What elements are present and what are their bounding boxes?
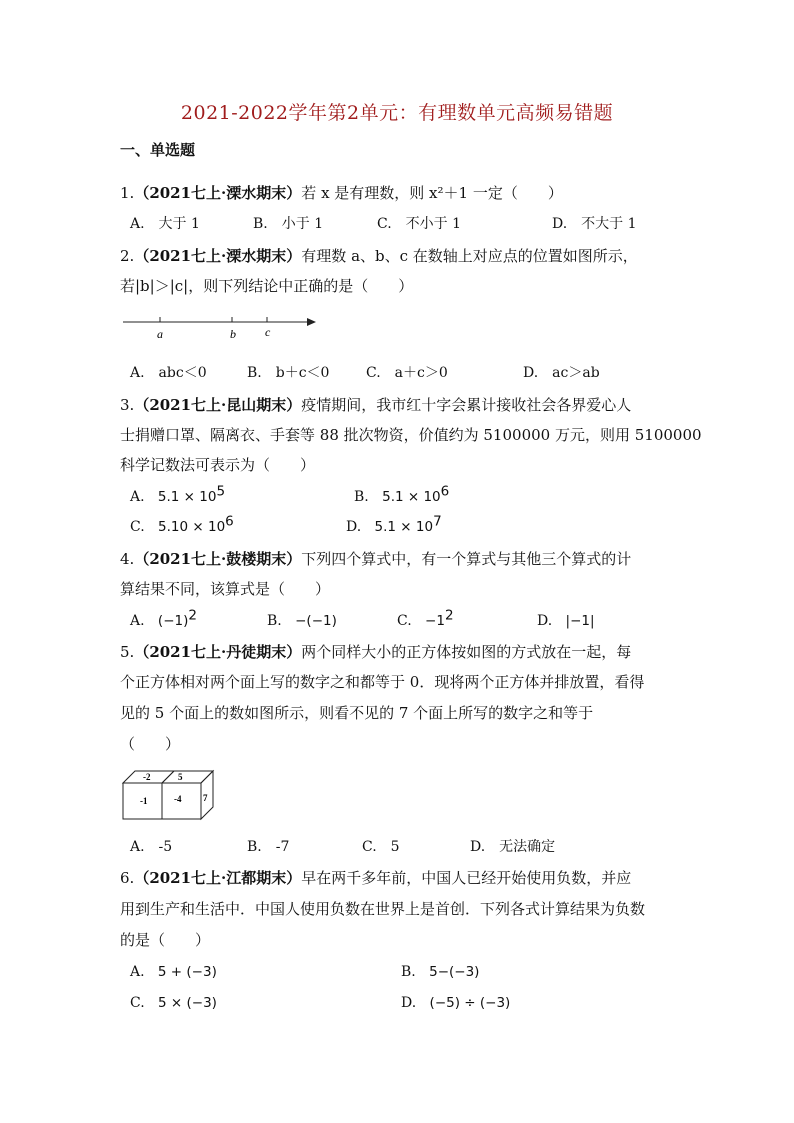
question-source: （2021七上·鼓楼期末） (134, 550, 302, 568)
question-number: 1. (120, 184, 135, 202)
q5-option-b: B. -7 (247, 839, 290, 855)
number-line-figure (120, 310, 330, 344)
question-number: 6. (120, 869, 135, 887)
question-3-line-3: 科学记数法可表示为（ ） (120, 456, 316, 474)
question-source: （2021七上·昆山期末） (134, 396, 302, 414)
q3-option-b: B. $5.1 \times 10^6$ (354, 483, 450, 505)
question-5-line-2: 个正方体相对两个面上写的数字之和都等于 0．现将两个正方体并排放置，看得 (120, 673, 645, 691)
question-text: 下列四个算式中，有一个算式与其他三个算式的计 (301, 550, 632, 568)
cube-2-front (162, 783, 201, 819)
question-source: （2021七上·丹徒期末） (134, 643, 302, 661)
page-title: 2021-2022学年第2单元：有理数单元高频易错题 (180, 102, 614, 124)
q5-option-a: A. -5 (130, 839, 173, 855)
q1-option-d: D. 不大于 1 (552, 216, 637, 232)
q6-option-b: B. 5−(−3) (401, 964, 480, 980)
q4-option-a: A. $(-1)^2$ (130, 607, 197, 629)
question-number: 4. (120, 550, 135, 568)
cube-2-top (162, 771, 213, 783)
question-text: 疫情期间，我市红十字会累计接收社会各界爱心人 (301, 396, 632, 414)
q1-option-a: A. 大于 1 (130, 216, 200, 232)
q6-option-a: A. 5 + (−3) (130, 964, 217, 980)
q4-option-d: D. |−1| (537, 613, 595, 629)
question-3 (120, 395, 631, 415)
q1-option-c: C. 不小于 1 (377, 216, 462, 232)
section-heading: 一、单选题 (120, 141, 196, 159)
question-6-line-2: 用到生产和生活中．中国人使用负数在世界上是首创．下列各式计算结果为负数 (120, 900, 646, 918)
question-number: 2. (120, 247, 135, 265)
q2-option-b: B. b＋c＜0 (247, 365, 330, 381)
q1-option-b: B. 小于 1 (253, 216, 324, 232)
question-1 (120, 183, 563, 203)
question-5 (120, 642, 631, 662)
q5-option-c: C. 5 (362, 839, 400, 855)
question-text: 若 x 是有理数，则 x²＋1 一定（ ） (301, 184, 563, 202)
q3-option-c: C. $5.10 \times 10^6$ (130, 513, 234, 535)
question-2-line-2: 若|b|＞|c|，则下列结论中正确的是（ ） (120, 277, 414, 295)
cube-top-left-number: -2 (143, 772, 151, 782)
q2-option-c: C. a＋c＞0 (366, 365, 448, 381)
q6-option-d: D. (−5) ÷ (−3) (401, 995, 511, 1011)
question-3-line-2: 士捐赠口罩、隔离衣、手套等 88 批次物资，价值约为 5100000 万元，则用 5100000 (120, 426, 702, 444)
question-text: 早在两千多年前，中国人已经开始使用负数，并应 (301, 869, 632, 887)
question-source: （2021七上·溧水期末） (134, 247, 302, 265)
cube-front-right-number: -4 (174, 794, 182, 804)
question-6-line-3: 的是（ ） (120, 931, 211, 949)
question-number: 5. (120, 643, 135, 661)
label-b: b (230, 327, 236, 341)
question-source: （2021七上·溧水期末） (134, 184, 302, 202)
question-2 (120, 246, 638, 266)
question-5-line-4: （ ） (120, 735, 181, 753)
q2-option-a: A. abc＜0 (130, 365, 207, 381)
question-text: 有理数 a、b、c 在数轴上对应点的位置如图所示， (301, 247, 638, 265)
label-c: c (265, 325, 271, 339)
cube-figure (120, 765, 220, 823)
q4-option-b: B. −(−1) (267, 613, 337, 629)
q6-option-c: C. 5 × (−3) (130, 995, 217, 1011)
q3-option-d: D. $5.1 \times 10^7$ (346, 513, 442, 535)
cube-front-left-number: -1 (140, 796, 148, 806)
q4-option-c: C. $-1^2$ (397, 607, 454, 629)
question-4 (120, 549, 631, 569)
question-4-line-2: 算结果不同，该算式是（ ） (120, 580, 331, 598)
q2-option-d: D. ac＞ab (523, 365, 600, 381)
cube-top-right-number: 5 (178, 772, 183, 782)
cube-side-number: 7 (203, 793, 208, 803)
label-a: a (157, 327, 163, 341)
question-5-line-3: 见的 5 个面上的数如图所示，则看不见的 7 个面上所写的数字之和等于 (120, 704, 594, 722)
number-line-arrow (307, 318, 316, 326)
question-number: 3. (120, 396, 135, 414)
question-source: （2021七上·江都期末） (134, 869, 302, 887)
question-6 (120, 868, 631, 888)
q5-option-d: D. 无法确定 (470, 839, 556, 855)
q3-option-a: A. $5.1 \times 10^5$ (130, 483, 226, 505)
question-text: 两个同样大小的正方体按如图的方式放在一起，每 (301, 643, 632, 661)
